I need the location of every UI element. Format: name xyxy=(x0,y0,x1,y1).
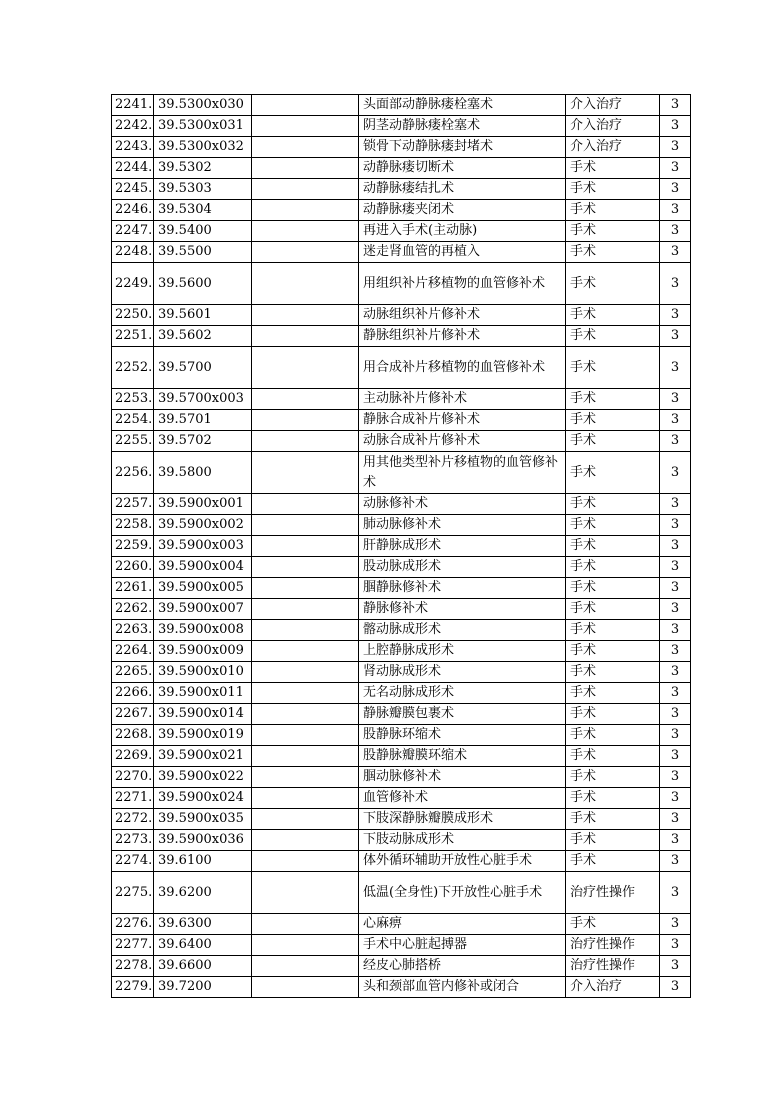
procedure-level: 3 xyxy=(660,809,691,830)
procedure-type: 手术 xyxy=(566,494,660,515)
row-number: 2274. xyxy=(112,851,154,872)
procedure-name: 主动脉补片修补术 xyxy=(359,389,566,410)
row-number: 2271. xyxy=(112,788,154,809)
empty-cell xyxy=(252,200,359,221)
procedure-code: 39.5900x036 xyxy=(154,830,252,851)
empty-cell xyxy=(252,158,359,179)
procedure-level: 3 xyxy=(660,305,691,326)
procedure-type: 手术 xyxy=(566,683,660,704)
procedure-type: 手术 xyxy=(566,767,660,788)
table-row xyxy=(112,599,691,620)
table-row xyxy=(112,662,691,683)
procedure-type: 介入治疗 xyxy=(566,116,660,137)
procedure-code: 39.5600 xyxy=(154,263,252,305)
table-row xyxy=(112,725,691,746)
procedure-code: 39.5304 xyxy=(154,200,252,221)
procedure-code: 39.5900x007 xyxy=(154,599,252,620)
table-row xyxy=(112,116,691,137)
procedure-level: 3 xyxy=(660,452,691,494)
procedure-level: 3 xyxy=(660,641,691,662)
table-row xyxy=(112,809,691,830)
procedure-level: 3 xyxy=(660,410,691,431)
row-number: 2261. xyxy=(112,578,154,599)
procedure-table-body xyxy=(112,95,691,998)
row-number: 2244. xyxy=(112,158,154,179)
procedure-code: 39.5900x004 xyxy=(154,557,252,578)
procedure-name: 动静脉瘘切断术 xyxy=(359,158,566,179)
row-number: 2251. xyxy=(112,326,154,347)
procedure-name: 头和颈部血管内修补或闭合 xyxy=(359,977,566,998)
procedure-code: 39.5900x022 xyxy=(154,767,252,788)
procedure-type: 手术 xyxy=(566,914,660,935)
empty-cell xyxy=(252,410,359,431)
procedure-name: 体外循环辅助开放性心脏手术 xyxy=(359,851,566,872)
row-number: 2254. xyxy=(112,410,154,431)
row-number: 2242. xyxy=(112,116,154,137)
procedure-type: 手术 xyxy=(566,578,660,599)
empty-cell xyxy=(252,683,359,704)
procedure-name: 动静脉瘘夹闭术 xyxy=(359,200,566,221)
procedure-level: 3 xyxy=(660,956,691,977)
procedure-type: 手术 xyxy=(566,809,660,830)
empty-cell xyxy=(252,242,359,263)
procedure-level: 3 xyxy=(660,578,691,599)
procedure-type: 治疗性操作 xyxy=(566,956,660,977)
procedure-level: 3 xyxy=(660,914,691,935)
procedure-type: 手术 xyxy=(566,452,660,494)
procedure-type: 手术 xyxy=(566,431,660,452)
empty-cell xyxy=(252,641,359,662)
procedure-code: 39.5700x003 xyxy=(154,389,252,410)
table-row xyxy=(112,221,691,242)
procedure-type: 手术 xyxy=(566,851,660,872)
procedure-name: 股静脉瓣膜环缩术 xyxy=(359,746,566,767)
table-row xyxy=(112,347,691,389)
table-row xyxy=(112,200,691,221)
empty-cell xyxy=(252,95,359,116)
procedure-name: 再进入手术(主动脉) xyxy=(359,221,566,242)
row-number: 2273. xyxy=(112,830,154,851)
procedure-level: 3 xyxy=(660,242,691,263)
row-number: 2263. xyxy=(112,620,154,641)
row-number: 2256. xyxy=(112,452,154,494)
procedure-level: 3 xyxy=(660,515,691,536)
procedure-name: 肝静脉成形术 xyxy=(359,536,566,557)
procedure-level: 3 xyxy=(660,557,691,578)
procedure-name: 腘静脉修补术 xyxy=(359,578,566,599)
empty-cell xyxy=(252,599,359,620)
procedure-type: 手术 xyxy=(566,620,660,641)
procedure-code: 39.5300x030 xyxy=(154,95,252,116)
procedure-name: 静脉瓣膜包裹术 xyxy=(359,704,566,725)
row-number: 2252. xyxy=(112,347,154,389)
row-number: 2243. xyxy=(112,137,154,158)
row-number: 2267. xyxy=(112,704,154,725)
table-row xyxy=(112,788,691,809)
row-number: 2241. xyxy=(112,95,154,116)
procedure-code: 39.5900x001 xyxy=(154,494,252,515)
empty-cell xyxy=(252,326,359,347)
procedure-level: 3 xyxy=(660,977,691,998)
empty-cell xyxy=(252,914,359,935)
procedure-level: 3 xyxy=(660,431,691,452)
procedure-level: 3 xyxy=(660,536,691,557)
procedure-name: 腘动脉修补术 xyxy=(359,767,566,788)
table-row xyxy=(112,746,691,767)
procedure-level: 3 xyxy=(660,872,691,914)
procedure-level: 3 xyxy=(660,158,691,179)
row-number: 2260. xyxy=(112,557,154,578)
procedure-type: 手术 xyxy=(566,242,660,263)
procedure-level: 3 xyxy=(660,725,691,746)
empty-cell xyxy=(252,137,359,158)
procedure-type: 手术 xyxy=(566,263,660,305)
procedure-name: 静脉组织补片修补术 xyxy=(359,326,566,347)
procedure-code: 39.5700 xyxy=(154,347,252,389)
table-row xyxy=(112,704,691,725)
procedure-type: 手术 xyxy=(566,200,660,221)
procedure-code: 39.5702 xyxy=(154,431,252,452)
row-number: 2266. xyxy=(112,683,154,704)
procedure-level: 3 xyxy=(660,851,691,872)
table-row xyxy=(112,452,691,494)
procedure-code: 39.5900x024 xyxy=(154,788,252,809)
procedure-level: 3 xyxy=(660,767,691,788)
procedure-type: 手术 xyxy=(566,221,660,242)
empty-cell xyxy=(252,956,359,977)
row-number: 2255. xyxy=(112,431,154,452)
table-row xyxy=(112,242,691,263)
procedure-code: 39.5500 xyxy=(154,242,252,263)
procedure-name: 手术中心脏起搏器 xyxy=(359,935,566,956)
procedure-code: 39.6600 xyxy=(154,956,252,977)
procedure-level: 3 xyxy=(660,221,691,242)
empty-cell xyxy=(252,494,359,515)
procedure-code: 39.5303 xyxy=(154,179,252,200)
row-number: 2268. xyxy=(112,725,154,746)
table-row xyxy=(112,536,691,557)
row-number: 2279. xyxy=(112,977,154,998)
empty-cell xyxy=(252,809,359,830)
procedure-name: 动脉修补术 xyxy=(359,494,566,515)
table-row xyxy=(112,767,691,788)
procedure-name: 经皮心肺搭桥 xyxy=(359,956,566,977)
procedure-type: 介入治疗 xyxy=(566,977,660,998)
empty-cell xyxy=(252,389,359,410)
table-row xyxy=(112,557,691,578)
empty-cell xyxy=(252,431,359,452)
procedure-code: 39.6300 xyxy=(154,914,252,935)
table-row xyxy=(112,389,691,410)
empty-cell xyxy=(252,704,359,725)
procedure-type: 手术 xyxy=(566,746,660,767)
procedure-code: 39.5601 xyxy=(154,305,252,326)
row-number: 2245. xyxy=(112,179,154,200)
row-number: 2276. xyxy=(112,914,154,935)
row-number: 2249. xyxy=(112,263,154,305)
procedure-name: 头面部动静脉瘘栓塞术 xyxy=(359,95,566,116)
procedure-name: 血管修补术 xyxy=(359,788,566,809)
procedure-code: 39.6200 xyxy=(154,872,252,914)
empty-cell xyxy=(252,578,359,599)
procedure-level: 3 xyxy=(660,347,691,389)
empty-cell xyxy=(252,116,359,137)
table-row xyxy=(112,872,691,914)
empty-cell xyxy=(252,620,359,641)
row-number: 2278. xyxy=(112,956,154,977)
row-number: 2275. xyxy=(112,872,154,914)
table-row xyxy=(112,578,691,599)
procedure-name: 用组织补片移植物的血管修补术 xyxy=(359,263,566,305)
procedure-code: 39.7200 xyxy=(154,977,252,998)
procedure-name: 静脉合成补片修补术 xyxy=(359,410,566,431)
procedure-type: 手术 xyxy=(566,536,660,557)
procedure-level: 3 xyxy=(660,599,691,620)
empty-cell xyxy=(252,662,359,683)
procedure-name: 低温(全身性)下开放性心脏手术 xyxy=(359,872,566,914)
row-number: 2259. xyxy=(112,536,154,557)
row-number: 2265. xyxy=(112,662,154,683)
procedure-type: 手术 xyxy=(566,389,660,410)
procedure-type: 手术 xyxy=(566,179,660,200)
procedure-code: 39.6100 xyxy=(154,851,252,872)
procedure-code: 39.6400 xyxy=(154,935,252,956)
procedure-level: 3 xyxy=(660,326,691,347)
empty-cell xyxy=(252,935,359,956)
procedure-name: 迷走肾血管的再植入 xyxy=(359,242,566,263)
table-row xyxy=(112,431,691,452)
empty-cell xyxy=(252,725,359,746)
procedure-code: 39.5800 xyxy=(154,452,252,494)
empty-cell xyxy=(252,851,359,872)
table-row xyxy=(112,683,691,704)
procedure-code: 39.5900x014 xyxy=(154,704,252,725)
procedure-level: 3 xyxy=(660,263,691,305)
procedure-name: 心麻痹 xyxy=(359,914,566,935)
procedure-type: 手术 xyxy=(566,515,660,536)
procedure-level: 3 xyxy=(660,200,691,221)
empty-cell xyxy=(252,179,359,200)
procedure-code: 39.5300x031 xyxy=(154,116,252,137)
procedure-level: 3 xyxy=(660,137,691,158)
procedure-type: 介入治疗 xyxy=(566,95,660,116)
procedure-code: 39.5900x011 xyxy=(154,683,252,704)
table-row xyxy=(112,641,691,662)
procedure-type: 治疗性操作 xyxy=(566,872,660,914)
row-number: 2258. xyxy=(112,515,154,536)
procedure-name: 用合成补片移植物的血管修补术 xyxy=(359,347,566,389)
empty-cell xyxy=(252,452,359,494)
procedure-level: 3 xyxy=(660,662,691,683)
row-number: 2250. xyxy=(112,305,154,326)
procedure-level: 3 xyxy=(660,494,691,515)
procedure-name: 无名动脉成形术 xyxy=(359,683,566,704)
procedure-table xyxy=(111,94,691,998)
table-row xyxy=(112,158,691,179)
procedure-type: 手术 xyxy=(566,725,660,746)
procedure-level: 3 xyxy=(660,389,691,410)
procedure-type: 治疗性操作 xyxy=(566,935,660,956)
empty-cell xyxy=(252,263,359,305)
procedure-code: 39.5302 xyxy=(154,158,252,179)
procedure-level: 3 xyxy=(660,683,691,704)
procedure-name: 下肢深静脉瓣膜成形术 xyxy=(359,809,566,830)
procedure-level: 3 xyxy=(660,95,691,116)
procedure-name: 下肢动脉成形术 xyxy=(359,830,566,851)
row-number: 2248. xyxy=(112,242,154,263)
procedure-name: 肾动脉成形术 xyxy=(359,662,566,683)
procedure-level: 3 xyxy=(660,935,691,956)
procedure-code: 39.5900x008 xyxy=(154,620,252,641)
row-number: 2246. xyxy=(112,200,154,221)
row-number: 2247. xyxy=(112,221,154,242)
procedure-type: 手术 xyxy=(566,326,660,347)
procedure-code: 39.5900x010 xyxy=(154,662,252,683)
procedure-name: 动静脉瘘结扎术 xyxy=(359,179,566,200)
procedure-code: 39.5701 xyxy=(154,410,252,431)
table-row xyxy=(112,935,691,956)
table-row xyxy=(112,830,691,851)
procedure-code: 39.5900x021 xyxy=(154,746,252,767)
empty-cell xyxy=(252,305,359,326)
procedure-code: 39.5900x035 xyxy=(154,809,252,830)
empty-cell xyxy=(252,746,359,767)
procedure-name: 股静脉环缩术 xyxy=(359,725,566,746)
empty-cell xyxy=(252,221,359,242)
table-row xyxy=(112,95,691,116)
procedure-code: 39.5900x002 xyxy=(154,515,252,536)
empty-cell xyxy=(252,767,359,788)
row-number: 2272. xyxy=(112,809,154,830)
table-row xyxy=(112,494,691,515)
table-row xyxy=(112,956,691,977)
procedure-level: 3 xyxy=(660,116,691,137)
procedure-type: 手术 xyxy=(566,788,660,809)
empty-cell xyxy=(252,788,359,809)
row-number: 2253. xyxy=(112,389,154,410)
table-row xyxy=(112,137,691,158)
empty-cell xyxy=(252,347,359,389)
table-row xyxy=(112,914,691,935)
table-row xyxy=(112,851,691,872)
procedure-code: 39.5602 xyxy=(154,326,252,347)
table-row xyxy=(112,620,691,641)
procedure-type: 手术 xyxy=(566,662,660,683)
empty-cell xyxy=(252,536,359,557)
procedure-type: 手术 xyxy=(566,305,660,326)
empty-cell xyxy=(252,557,359,578)
procedure-level: 3 xyxy=(660,179,691,200)
row-number: 2269. xyxy=(112,746,154,767)
row-number: 2270. xyxy=(112,767,154,788)
empty-cell xyxy=(252,830,359,851)
procedure-type: 手术 xyxy=(566,347,660,389)
empty-cell xyxy=(252,977,359,998)
procedure-name: 肺动脉修补术 xyxy=(359,515,566,536)
procedure-name: 静脉修补术 xyxy=(359,599,566,620)
procedure-type: 手术 xyxy=(566,599,660,620)
table-row xyxy=(112,977,691,998)
table-row xyxy=(112,179,691,200)
row-number: 2262. xyxy=(112,599,154,620)
procedure-name: 锁骨下动静脉瘘封堵术 xyxy=(359,137,566,158)
procedure-code: 39.5300x032 xyxy=(154,137,252,158)
procedure-type: 手术 xyxy=(566,557,660,578)
table-row xyxy=(112,326,691,347)
procedure-code: 39.5900x003 xyxy=(154,536,252,557)
procedure-type: 手术 xyxy=(566,158,660,179)
empty-cell xyxy=(252,515,359,536)
procedure-name: 股动脉成形术 xyxy=(359,557,566,578)
procedure-level: 3 xyxy=(660,788,691,809)
row-number: 2277. xyxy=(112,935,154,956)
procedure-name: 用其他类型补片移植物的血管修补术 xyxy=(359,452,566,494)
procedure-level: 3 xyxy=(660,620,691,641)
procedure-name: 动脉组织补片修补术 xyxy=(359,305,566,326)
procedure-name: 上腔静脉成形术 xyxy=(359,641,566,662)
row-number: 2264. xyxy=(112,641,154,662)
table-row xyxy=(112,515,691,536)
procedure-level: 3 xyxy=(660,704,691,725)
procedure-type: 手术 xyxy=(566,704,660,725)
procedure-code: 39.5900x009 xyxy=(154,641,252,662)
procedure-type: 手术 xyxy=(566,830,660,851)
table-row xyxy=(112,305,691,326)
procedure-name: 髂动脉成形术 xyxy=(359,620,566,641)
procedure-level: 3 xyxy=(660,830,691,851)
procedure-name: 阴茎动静脉瘘栓塞术 xyxy=(359,116,566,137)
procedure-code: 39.5900x005 xyxy=(154,578,252,599)
empty-cell xyxy=(252,872,359,914)
procedure-code: 39.5900x019 xyxy=(154,725,252,746)
procedure-code: 39.5400 xyxy=(154,221,252,242)
table-row xyxy=(112,263,691,305)
procedure-type: 手术 xyxy=(566,410,660,431)
procedure-level: 3 xyxy=(660,746,691,767)
procedure-type: 介入治疗 xyxy=(566,137,660,158)
procedure-type: 手术 xyxy=(566,641,660,662)
table-row xyxy=(112,410,691,431)
row-number: 2257. xyxy=(112,494,154,515)
procedure-name: 动脉合成补片修补术 xyxy=(359,431,566,452)
